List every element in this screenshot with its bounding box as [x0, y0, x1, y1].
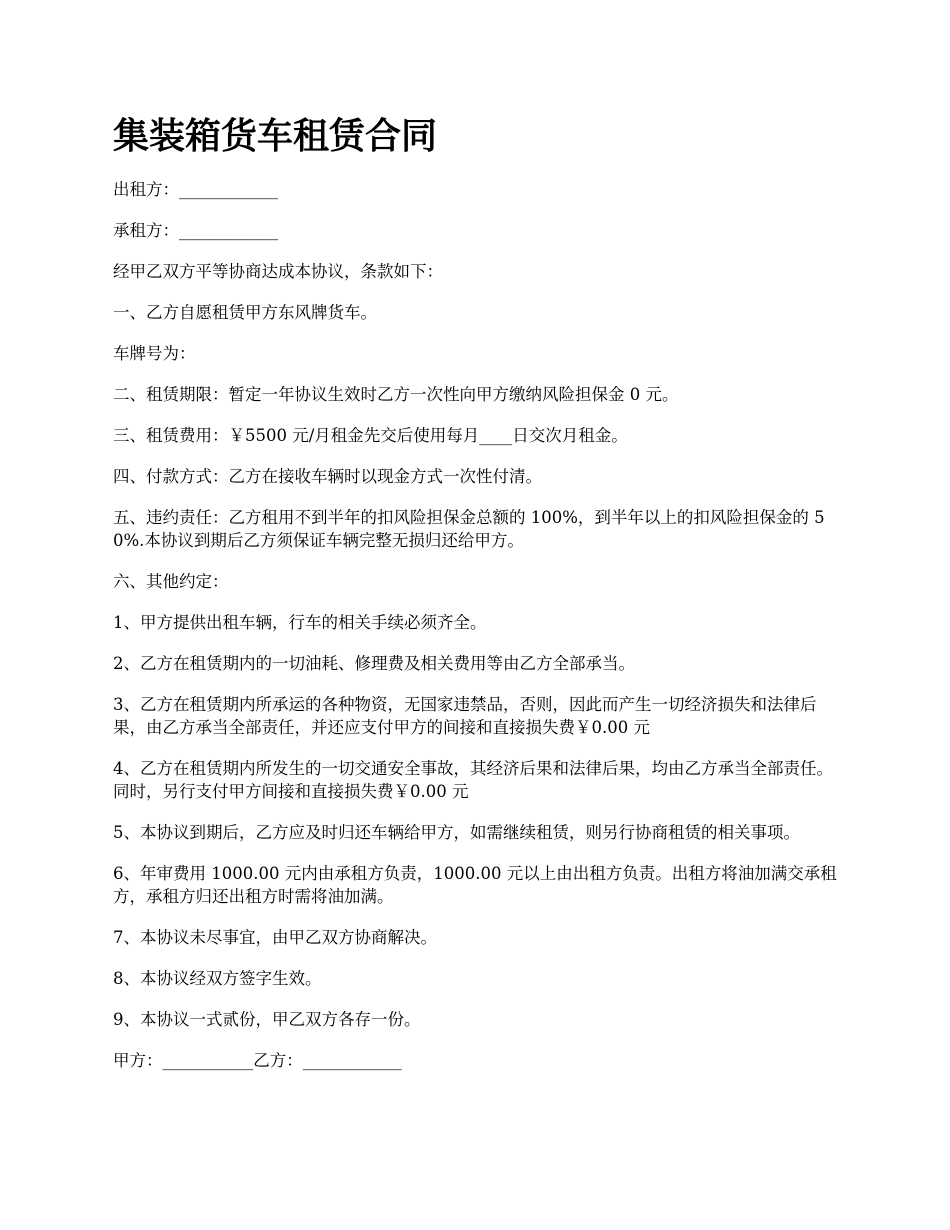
sub-clause-6: 6、年审费用 1000.00 元内由承租方负责，1000.00 元以上由出租方负责。出租方将油加满交承租方，承租方归还出租方时需将油加满。	[113, 864, 837, 906]
clause-1: 一、乙方自愿租赁甲方东风牌货车。	[113, 303, 377, 322]
sub-clause-5: 5、本协议到期后，乙方应及时归还车辆给甲方，如需继续租赁，则另行协商租赁的相关事项。	[113, 823, 800, 842]
clause-3: 三、租赁费用：￥5500 元/月租金先交后使用每月____日交次月租金。	[113, 426, 628, 445]
sub-clause-4: 4、乙方在租赁期内所发生的一切交通安全事故，其经济后果和法律后果，均由乙方承当全部责任。同时，另行支付甲方间接和直接损失费￥0.00 元	[113, 759, 833, 801]
clause-4: 四、付款方式：乙方在接收车辆时以现金方式一次性付清。	[113, 467, 542, 486]
sub-clause-9: 9、本协议一式贰份，甲乙双方各存一份。	[113, 1010, 421, 1029]
clause-6: 六、其他约定：	[113, 572, 229, 591]
signature-line: 甲方：___________乙方：____________	[113, 1051, 402, 1070]
sub-clause-2: 2、乙方在租赁期内的一切油耗、修理费及相关费用等由乙方全部承当。	[113, 654, 635, 673]
sub-clause-7: 7、本协议未尽事宜，由甲乙双方协商解决。	[113, 928, 437, 947]
document-page	[113, 112, 838, 1090]
plate-number: 车牌号为：	[113, 344, 196, 363]
document-title: 集装箱货车租赁合同	[113, 115, 438, 157]
sub-clause-8: 8、本协议经双方签字生效。	[113, 969, 322, 988]
paragraph-lessor: 出租方：____________	[113, 180, 278, 199]
paragraph-intro: 经甲乙双方平等协商达成本协议，条款如下：	[113, 262, 443, 281]
sub-clause-1: 1、甲方提供出租车辆，行车的相关手续必须齐全。	[113, 613, 487, 632]
clause-2: 二、租赁期限：暂定一年协议生效时乙方一次性向甲方缴纳风险担保金 0 元。	[113, 385, 679, 404]
paragraph-lessee: 承租方：____________	[113, 221, 278, 240]
sub-clause-3: 3、乙方在租赁期内所承运的各种物资，无国家违禁品，否则，因此而产生一切经济损失和法律后果，由乙方承当全部责任，并还应支付甲方的间接和直接损失费￥0.00 元	[113, 695, 817, 737]
clause-5: 五、违约责任：乙方租用不到半年的扣风险担保金总额的 100%，到半年以上的扣风险担保金的 50%.本协议到期后乙方须保证车辆完整无损归还给甲方。	[113, 508, 825, 550]
